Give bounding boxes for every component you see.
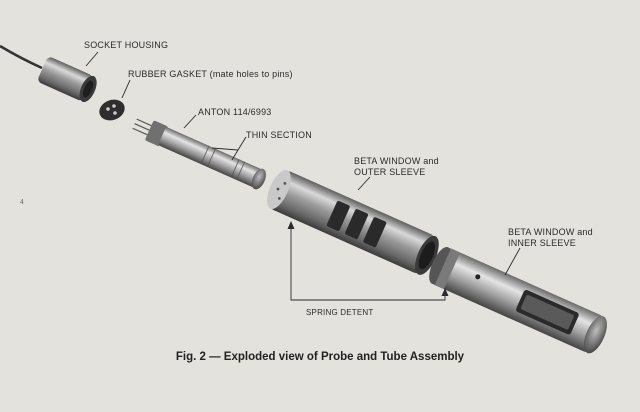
label-beta-outer-line2: OUTER SLEEVE (354, 167, 426, 177)
gm-tube-part (130, 114, 269, 192)
figure-caption: Fig. 2 — Exploded view of Probe and Tube Assembly (175, 351, 465, 363)
inner-sleeve-part (425, 244, 612, 357)
page-number: 4 (20, 198, 24, 206)
label-beta-inner-line2: INNER SLEEVE (508, 238, 576, 248)
label-beta-inner-line1: BETA WINDOW and (508, 227, 593, 237)
label-anton-tube: ANTON 114/6993 (198, 107, 272, 117)
label-rubber-gasket: RUBBER GASKET (mate holes to pins) (128, 69, 293, 79)
label-socket-housing: SOCKET HOUSING (84, 40, 169, 50)
label-beta-outer-line1: BETA WINDOW and (354, 156, 439, 166)
socket-housing-part (37, 56, 100, 105)
label-spring-detent: SPRING DETENT (306, 308, 374, 317)
rubber-gasket-part (96, 96, 127, 124)
outer-sleeve-part (262, 167, 444, 279)
probe-cable (0, 46, 42, 68)
label-thin-section: THIN SECTION (246, 130, 312, 140)
